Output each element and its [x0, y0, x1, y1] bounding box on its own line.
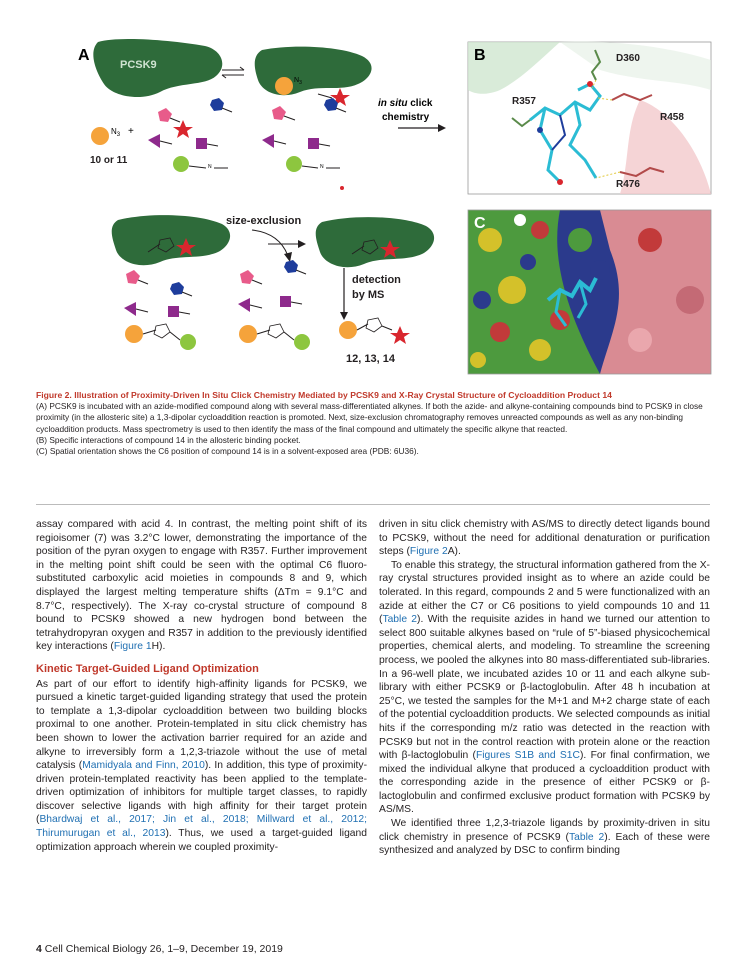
chemistry-label: chemistry: [382, 112, 430, 123]
bhardwaj-citation-link[interactable]: Bhardwaj et al., 2017; Jin et al., 2018; Millward et al., 2012; Thirumurugan et al., 2013: [36, 814, 367, 840]
pcsk9-protein-blob: [93, 39, 222, 97]
panel-b-label: B: [474, 47, 486, 64]
caption-divider: [36, 504, 710, 505]
size-exclusion-arrowhead: [284, 252, 292, 262]
removed-pieces: [238, 260, 310, 350]
bound-azide-orange-circle: [275, 77, 293, 95]
figure-2-graphic: [0, 0, 731, 395]
alkyne-library: [148, 98, 232, 172]
bound-azide-label: $N_3$: [294, 77, 302, 86]
right-paragraph-3: We identified three 1,2,3-triazole ligands by proximity-driven in situ click chemistry in presence of PCSK9 (Table 2). Each of these were synthesized and analyzed by DSC to confirm binding: [379, 818, 710, 857]
pcsk9-label: PCSK9: [120, 59, 157, 71]
page-footer: [36, 943, 283, 955]
table-2-link[interactable]: Table 2: [382, 614, 418, 626]
page-number: 4: [36, 943, 42, 955]
residue-r357-label: R357: [512, 96, 536, 107]
right-paragraph-1: driven in situ click chemistry with AS/MS to directly detect ligands bound to PCSK9, without the need for additional denaturation or purification steps (Figure 2A).: [379, 519, 710, 558]
left-column: [36, 518, 367, 854]
size-exclusion-arrow-down: [252, 230, 288, 256]
equilibrium-arrows: [222, 67, 244, 78]
leftover-pieces-row2: [124, 270, 196, 350]
right-paragraph-2: To enable this strategy, the structural information gathered from the X-ray crystal structures provided insight as to where an azide could be tolerated. In this regard, compounds 2 and 5 were functionalized with an azide at either the C7 or C6 positions to yield compounds 10 and 11 (Table 2). With the requisite azides in hand we turned our attention to select 800 suitable alkynes based on “rule of 5”-biased physicochemical properties, chemical alerts, and modeling. To streamline the screening process, we pooled the alkynes into 80 mass-differentiated sub-libraries. In a 96-well plate, we incubated azides 10 or 11 and each alkyne sub-library with either PCSK9 or β-lactoglobulin. After 48 h incubation at 25°C, we tested the samples for the M+1 and M+2 charge state of each of the potential cycloaddition products. We selected compounds as initial hits if the corresponding m/z ratio was detected in the reaction with PCSK9 but not in the control reaction with protein alone or the reaction with β-lactoglobulin (Figures S1B and S1C). For final confirmation, we mixed the individual alkyne that produced a cycloaddition product with the corresponding azide in the presence of either PCSK9 or β-lactoglobulin and confirmed exclusive product formation with PCSK9 by AS/MS.: [379, 559, 711, 816]
in-situ-label: in situ click: [378, 98, 433, 109]
compound-10-or-11-label: 10 or 11: [90, 155, 128, 166]
size-exclusion-label: size-exclusion: [226, 215, 302, 227]
size-exclusion-arrowhead-right: [298, 240, 306, 248]
svg-text:N: N: [320, 164, 324, 170]
azide-orange-circle: [91, 127, 109, 145]
final-product: [339, 318, 410, 344]
alkyne-library-after-binding: [262, 98, 346, 190]
mamidyala-citation-link[interactable]: Mamidyala and Finn, 2010: [82, 760, 205, 772]
caption-panel-a: (A) PCSK9 is incubated with an azide-modified compound along with several mass-differentiated alkynes. If both the azide- and alkyne-containing compounds bind to PCSK9 in close proximity (in the allosteric site) a 1,3-dipolar cycloaddition reaction is promoted. Next, size-exclusion chromatography removes unreacted compounds as well as any non-binding cycloaddition products. Mass spectrometry is used to then identify the mass of the final compound and ultimately the specific alkyne that reacted.: [36, 401, 703, 434]
panel-c-label: C: [474, 215, 486, 232]
left-paragraph-1: assay compared with acid 4. In contrast, the melting point shift of its regioisomer (7) was 3.2°C lower, demonstrating the importance of the position of the pyran oxygen to engage with R357. Further improvement in the melting point shift could be seen with the optimal C6 fluoro-substituted carboxylic acid moieties in compounds 8 and 9, which displayed the largest melting temperature shifts (ΔTm = 9.1°C and 8.7°C, respectively). The X-ray co-crystal structure of compound 8 bound to PCSK9 showed a new hydrogen bond between the tetrahydropyran oxygen and R357 in addition to the previously identified key interactions (Figure 1H).: [36, 519, 367, 653]
section-heading: Kinetic Target-Guided Ligand Optimization: [36, 662, 259, 675]
residue-d360-label: D360: [616, 53, 640, 64]
journal-citation: Cell Chemical Biology 26, 1–9, December 19, 2019: [44, 943, 283, 955]
caption-title: Figure 2. Illustration of Proximity-Driven In Situ Click Chemistry Mediated by PCSK9 and X-Ray Crystal Structure of Cycloaddition Product 14: [36, 390, 612, 400]
residue-r476-label: R476: [616, 179, 640, 190]
panel-c-surface: [468, 210, 711, 374]
left-paragraph-2: As part of our effort to identify high-affinity ligands for PCSK9, we pursued a kinetic target-guided liganding strategy that used the protein to template a 1,3-dipolar cycloaddition between two building blocks proximal to one another. Protein-templated in situ click chemistry has been shown to lower the activation barrier required for an azide and alkyne to irreversibly form a 1,2,3-triazole without the use of metal catalysis (Mamidyala and Finn, 2010). In addition, this type of proximity-driven protein-templated reactivity has been applied to the template-driven optimization of inhibitors for multiple target classes, to rapidly discover selective ligands with high affinity for their target protein (Bhardwaj et al., 2017; Jin et al., 2018; Millward et al., 2012; Thirumurugan et al., 2013). Thus, we used a target-guided ligand optimization approach wherein we coupled proximity-: [36, 678, 367, 853]
azide-n3-label: $N_3$: [111, 127, 121, 138]
pcsk9-protein-blob-bound: [255, 47, 372, 96]
table-2-link-2[interactable]: Table 2: [568, 831, 605, 843]
caption-panel-b: (B) Specific interactions of compound 14 in the allosteric binding pocket.: [36, 434, 301, 445]
in-situ-arrowhead: [438, 124, 446, 132]
figure-caption: [36, 390, 710, 457]
products-12-13-14-label: 12, 13, 14: [346, 353, 395, 365]
panel-a-label: A: [78, 47, 90, 64]
by-ms-label: by MS: [352, 289, 385, 301]
detection-arrowhead: [340, 312, 348, 320]
plus-sign: +: [128, 126, 134, 137]
figure-1-link[interactable]: Figure 1: [113, 641, 152, 653]
caption-panel-c: (C) Spatial orientation shows the C6 position of compound 14 is in a solvent-exposed area (PDB: 6U36).: [36, 446, 419, 457]
figure-2: [0, 0, 731, 395]
figure-2-link[interactable]: Figure 2: [409, 546, 448, 558]
svg-text:N: N: [208, 164, 212, 170]
detection-label: detection: [352, 274, 401, 286]
figures-s1-link[interactable]: Figures S1B and S1C: [475, 750, 580, 762]
right-column: [379, 518, 710, 858]
residue-r458-label: R458: [660, 112, 684, 123]
